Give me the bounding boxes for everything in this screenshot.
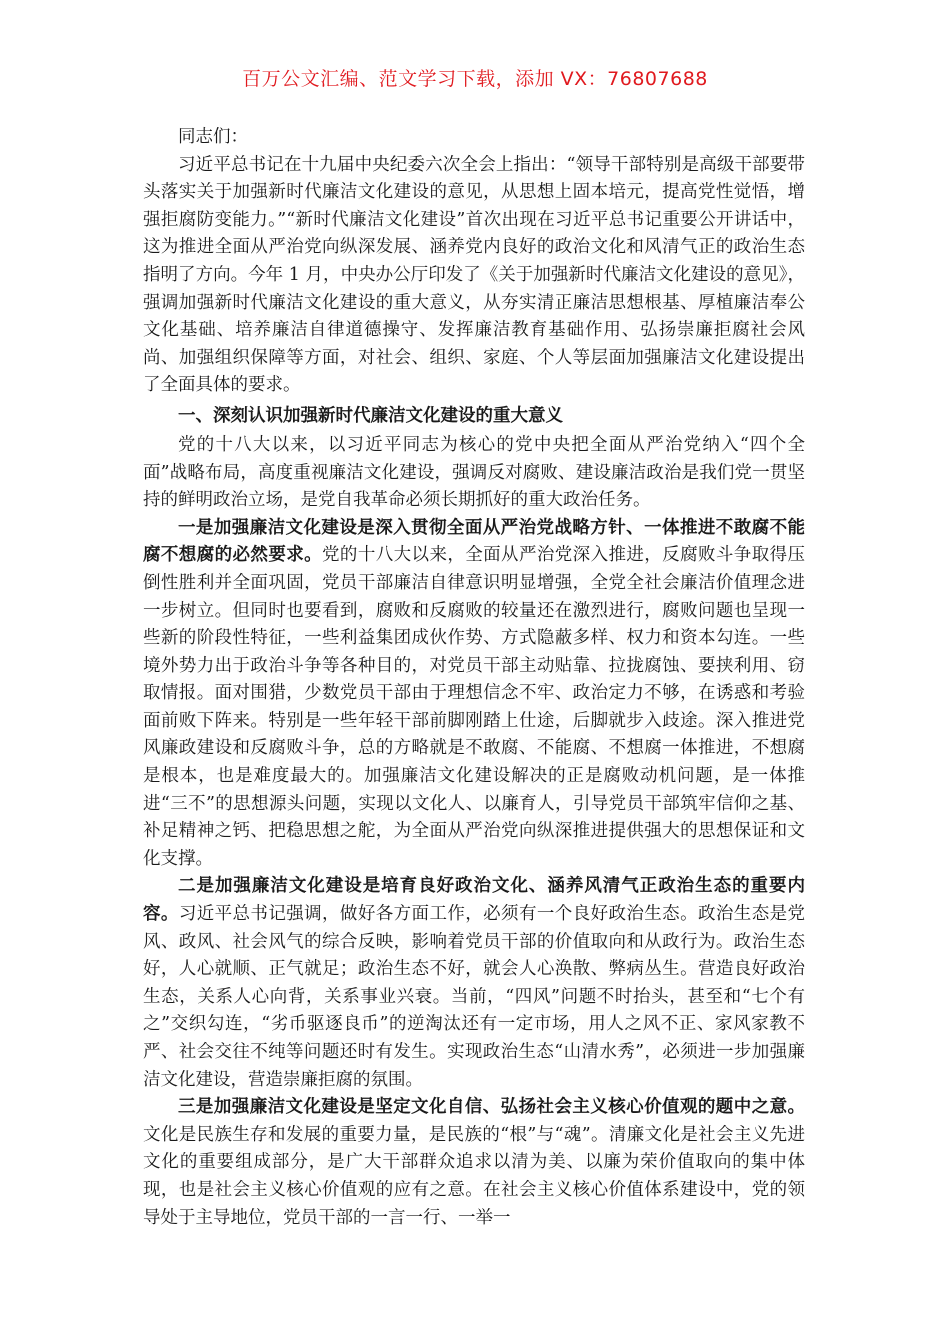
point-one-paragraph	[143, 515, 805, 874]
point-two-text: 习近平总书记强调，做好各方面工作，必须有一个良好政治生态。政治生态是党风、政风、社会风气的综合反映，影响着党员干部的价值取向和从政行为。政治生态好，人心就顺、正气就足；政治生态不好，就会人心涣散、弊病丛生。营造良好政治生态，关系人心向背，关系事业兴衰。当前，“四风”问题不时抬头，甚至和“七个有之”交织勾连，“劣币驱逐良币”的逆淘汰还有一定市场，用人之风不正、家风家教不严、社会交往不纯等问题还时有发生。实现政治生态“山清水秀”，必须进一步加强廉洁文化建设，营造崇廉拒腐的氛围。	[143, 904, 806, 1090]
point-one-lead: 一是加强廉洁文化建设是深入贯彻全面从严治党战略方针、一体推进不敢腐不能腐不想腐的必然要求。	[143, 517, 805, 566]
point-two-paragraph	[143, 873, 805, 1094]
greeting: 同志们：	[178, 127, 248, 147]
watermark-banner: 百万公文汇编、范文学习下载，添加 VX：76807688	[242, 68, 708, 90]
point-two-lead: 二是加强廉洁文化建设是培育良好政治文化、涵养风清气正政治生态的重要内容。	[143, 876, 805, 925]
point-three-paragraph	[143, 1094, 805, 1232]
point-three-lead: 三是加强廉洁文化建设是坚定文化自信、弘扬社会主义核心价值观的题中之意。	[178, 1097, 805, 1118]
intro-paragraph: 习近平总书记在十九届中央纪委六次全会上指出：“领导干部特别是高级干部要带头落实关于加强新时代廉洁文化建设的意见，从思想上固本培元，提高党性觉悟，增强拒腐防变能力。”“新时代廉洁文化建设”首次出现在习近平总书记重要公开讲话中，这为推进全面从严治党向纵深发展、涵养党内良好的政治文化和风清气正的政治生态指明了方向。今年 1 月，中央办公厅印发了《关于加强新时代廉洁文化建设的意见》，强调加强新时代廉洁文化建设的重大意义，从夯实清正廉洁思想根基、厚植廉洁奉公文化基础、培养廉洁自律道德操守、发挥廉洁教育基础作用、弘扬崇廉拒腐社会风尚、加强组织保障等方面，对社会、组织、家庭、个人等层面加强廉洁文化建设提出了全面具体的要求。	[143, 154, 805, 396]
section-heading: 一、深刻认识加强新时代廉洁文化建设的重大意义	[178, 405, 563, 426]
section-intro-paragraph: 党的十八大以来，以习近平同志为核心的党中央把全面从严治党纳入“四个全面”战略布局，高度重视廉洁文化建设，强调反对腐败、建设廉洁政治是我们党一贯坚持的鲜明政治立场，是党自我革命必须长期抓好的重大政治任务。	[143, 434, 805, 511]
point-one-text: 党的十八大以来，全面从严治党深入推进，反腐败斗争取得压倒性胜利并全面巩固，党员干部廉洁自律意识明显增强，全党全社会廉洁价值理念进一步树立。但同时也要看到，腐败和反腐败的较量还在激烈进行，腐败问题也呈现一些新的阶段性特征，一些利益集团成伙作势、方式隐蔽多样、权力和资本勾连。一些境外势力出于政治斗争等各种目的，对党员干部主动贴靠、拉拢腐蚀、要挟利用、窃取情报。面对围猎，少数党员干部由于理想信念不牢、政治定力不够，在诱惑和考验面前败下阵来。特别是一些年轻干部前脚刚踏上仕途，后脚就步入歧途。深入推进党风廉政建设和反腐败斗争，总的方略就是不敢腐、不能腐、不想腐一体推进，不想腐是根本，也是难度最大的。加强廉洁文化建设解决的正是腐败动机问题，是一体推进“三不”的思想源头问题，实现以文化人、以廉育人，引导党员干部筑牢信仰之基、补足精神之钙、把稳思想之舵，为全面从严治党向纵深推进提供强大的思想保证和文化支撑。	[143, 545, 806, 869]
document-body	[143, 124, 805, 1232]
point-three-text: 文化是民族生存和发展的重要力量，是民族的“根”与“魂”。清廉文化是社会主义先进文化的重要组成部分，是广大干部群众追求以清为美、以廉为荣价值取向的集中体现，也是社会主义核心价值观的应有之意。在社会主义核心价值体系建设中，党的领导处于主导地位，党员干部的一言一行、一举一	[143, 1124, 805, 1228]
